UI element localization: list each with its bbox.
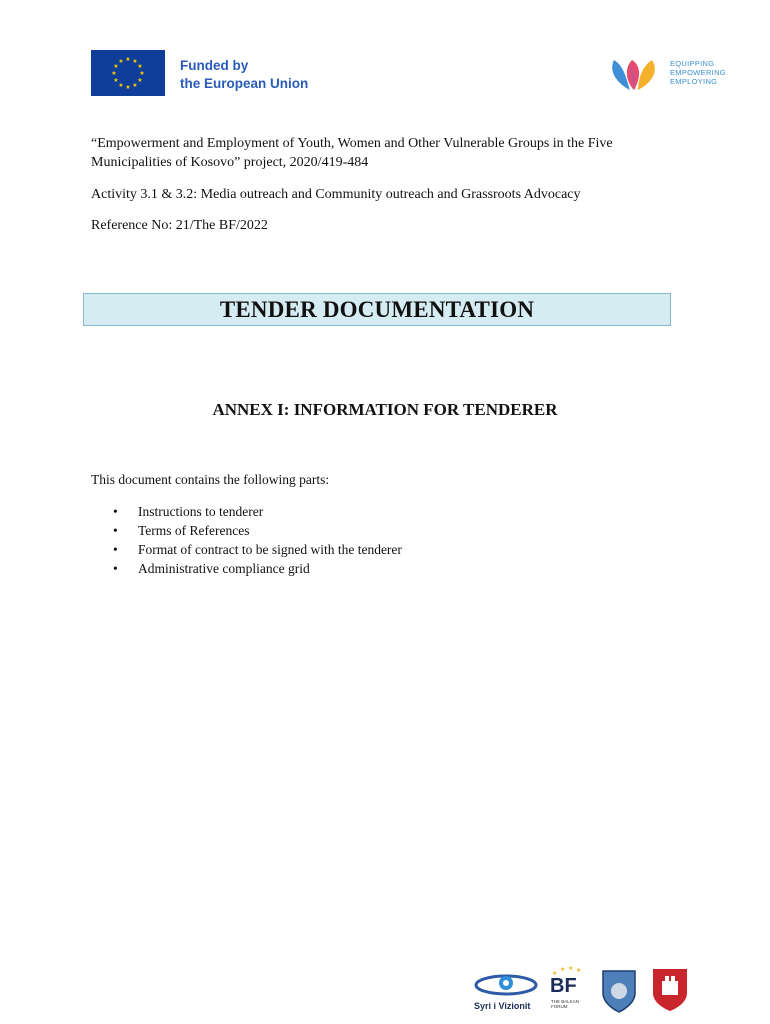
project-line1: “Empowerment and Employment of Youth, Women and Other Vulnerable Groups in the Five (91, 136, 613, 151)
svg-text:★: ★ (132, 58, 138, 65)
syri-logo-text: Syri i Vizionit (474, 1001, 531, 1011)
reference-line: Reference No: 21/The BF/2022 (91, 218, 268, 233)
contents-intro: This document contains the following parts: (91, 472, 330, 487)
bf-logo-text: BF (550, 975, 577, 997)
bullet-icon: • (113, 542, 118, 557)
svg-text:★: ★ (568, 965, 574, 972)
document-title: TENDER DOCUMENTATION (219, 296, 535, 322)
bf-subtext (551, 999, 579, 1009)
svg-text:★: ★ (132, 82, 138, 89)
svg-text:★: ★ (137, 63, 143, 70)
list-item (91, 540, 402, 559)
tagline-employing: EMPLOYING (670, 77, 718, 86)
municipality-seal-red-icon (650, 965, 690, 1015)
tagline-empowering: EMPOWERING (670, 68, 726, 77)
svg-text:★: ★ (560, 966, 566, 973)
eu-funding-label (180, 57, 308, 93)
bullet-icon: • (113, 504, 118, 519)
svg-text:★: ★ (125, 84, 131, 91)
svg-text:★: ★ (118, 82, 124, 89)
bf-subtext-line1: THE BALKAN (551, 999, 580, 1004)
eu-funding-line1: Funded by (180, 58, 249, 73)
list-item (91, 521, 402, 540)
eu-flag-icon (91, 50, 165, 96)
list-item-text: Terms of References (138, 523, 250, 538)
equipping-tagline (670, 59, 726, 86)
bf-subtext-line2: FORUM (551, 1004, 568, 1009)
svg-text:★: ★ (113, 77, 119, 84)
svg-text:★: ★ (111, 70, 117, 77)
svg-text:★: ★ (139, 70, 145, 77)
list-item (91, 559, 402, 578)
bullet-icon: • (113, 523, 118, 538)
svg-text:★: ★ (118, 58, 124, 65)
balkan-forum-logo (548, 965, 590, 1015)
svg-text:★: ★ (113, 63, 119, 70)
project-line2: Municipalities of Kosovo” project, 2020/419-484 (91, 155, 369, 170)
list-item (91, 502, 402, 521)
list-item-text: Instructions to tenderer (138, 504, 264, 519)
bullet-icon: • (113, 561, 118, 576)
document-title-box (83, 293, 671, 326)
list-item-text: Administrative compliance grid (138, 561, 310, 576)
svg-text:★: ★ (552, 970, 558, 977)
svg-text:★: ★ (576, 967, 582, 974)
tagline-equipping: EQUIPPING (670, 59, 715, 68)
municipality-seal-blue-icon (600, 965, 638, 1015)
eu-funding-line2: the European Union (180, 76, 309, 91)
list-item-text: Format of contract to be signed with the tenderer (138, 542, 402, 557)
svg-text:★: ★ (125, 56, 131, 63)
annex-heading: ANNEX I: INFORMATION FOR TENDERER (212, 400, 558, 419)
project-description (91, 134, 691, 172)
parts-list (91, 502, 402, 578)
syri-i-vizionit-logo (472, 965, 540, 1015)
svg-text:★: ★ (137, 77, 143, 84)
activity-line: Activity 3.1 & 3.2: Media outreach and Community outreach and Grassroots Advocacy (91, 187, 581, 202)
